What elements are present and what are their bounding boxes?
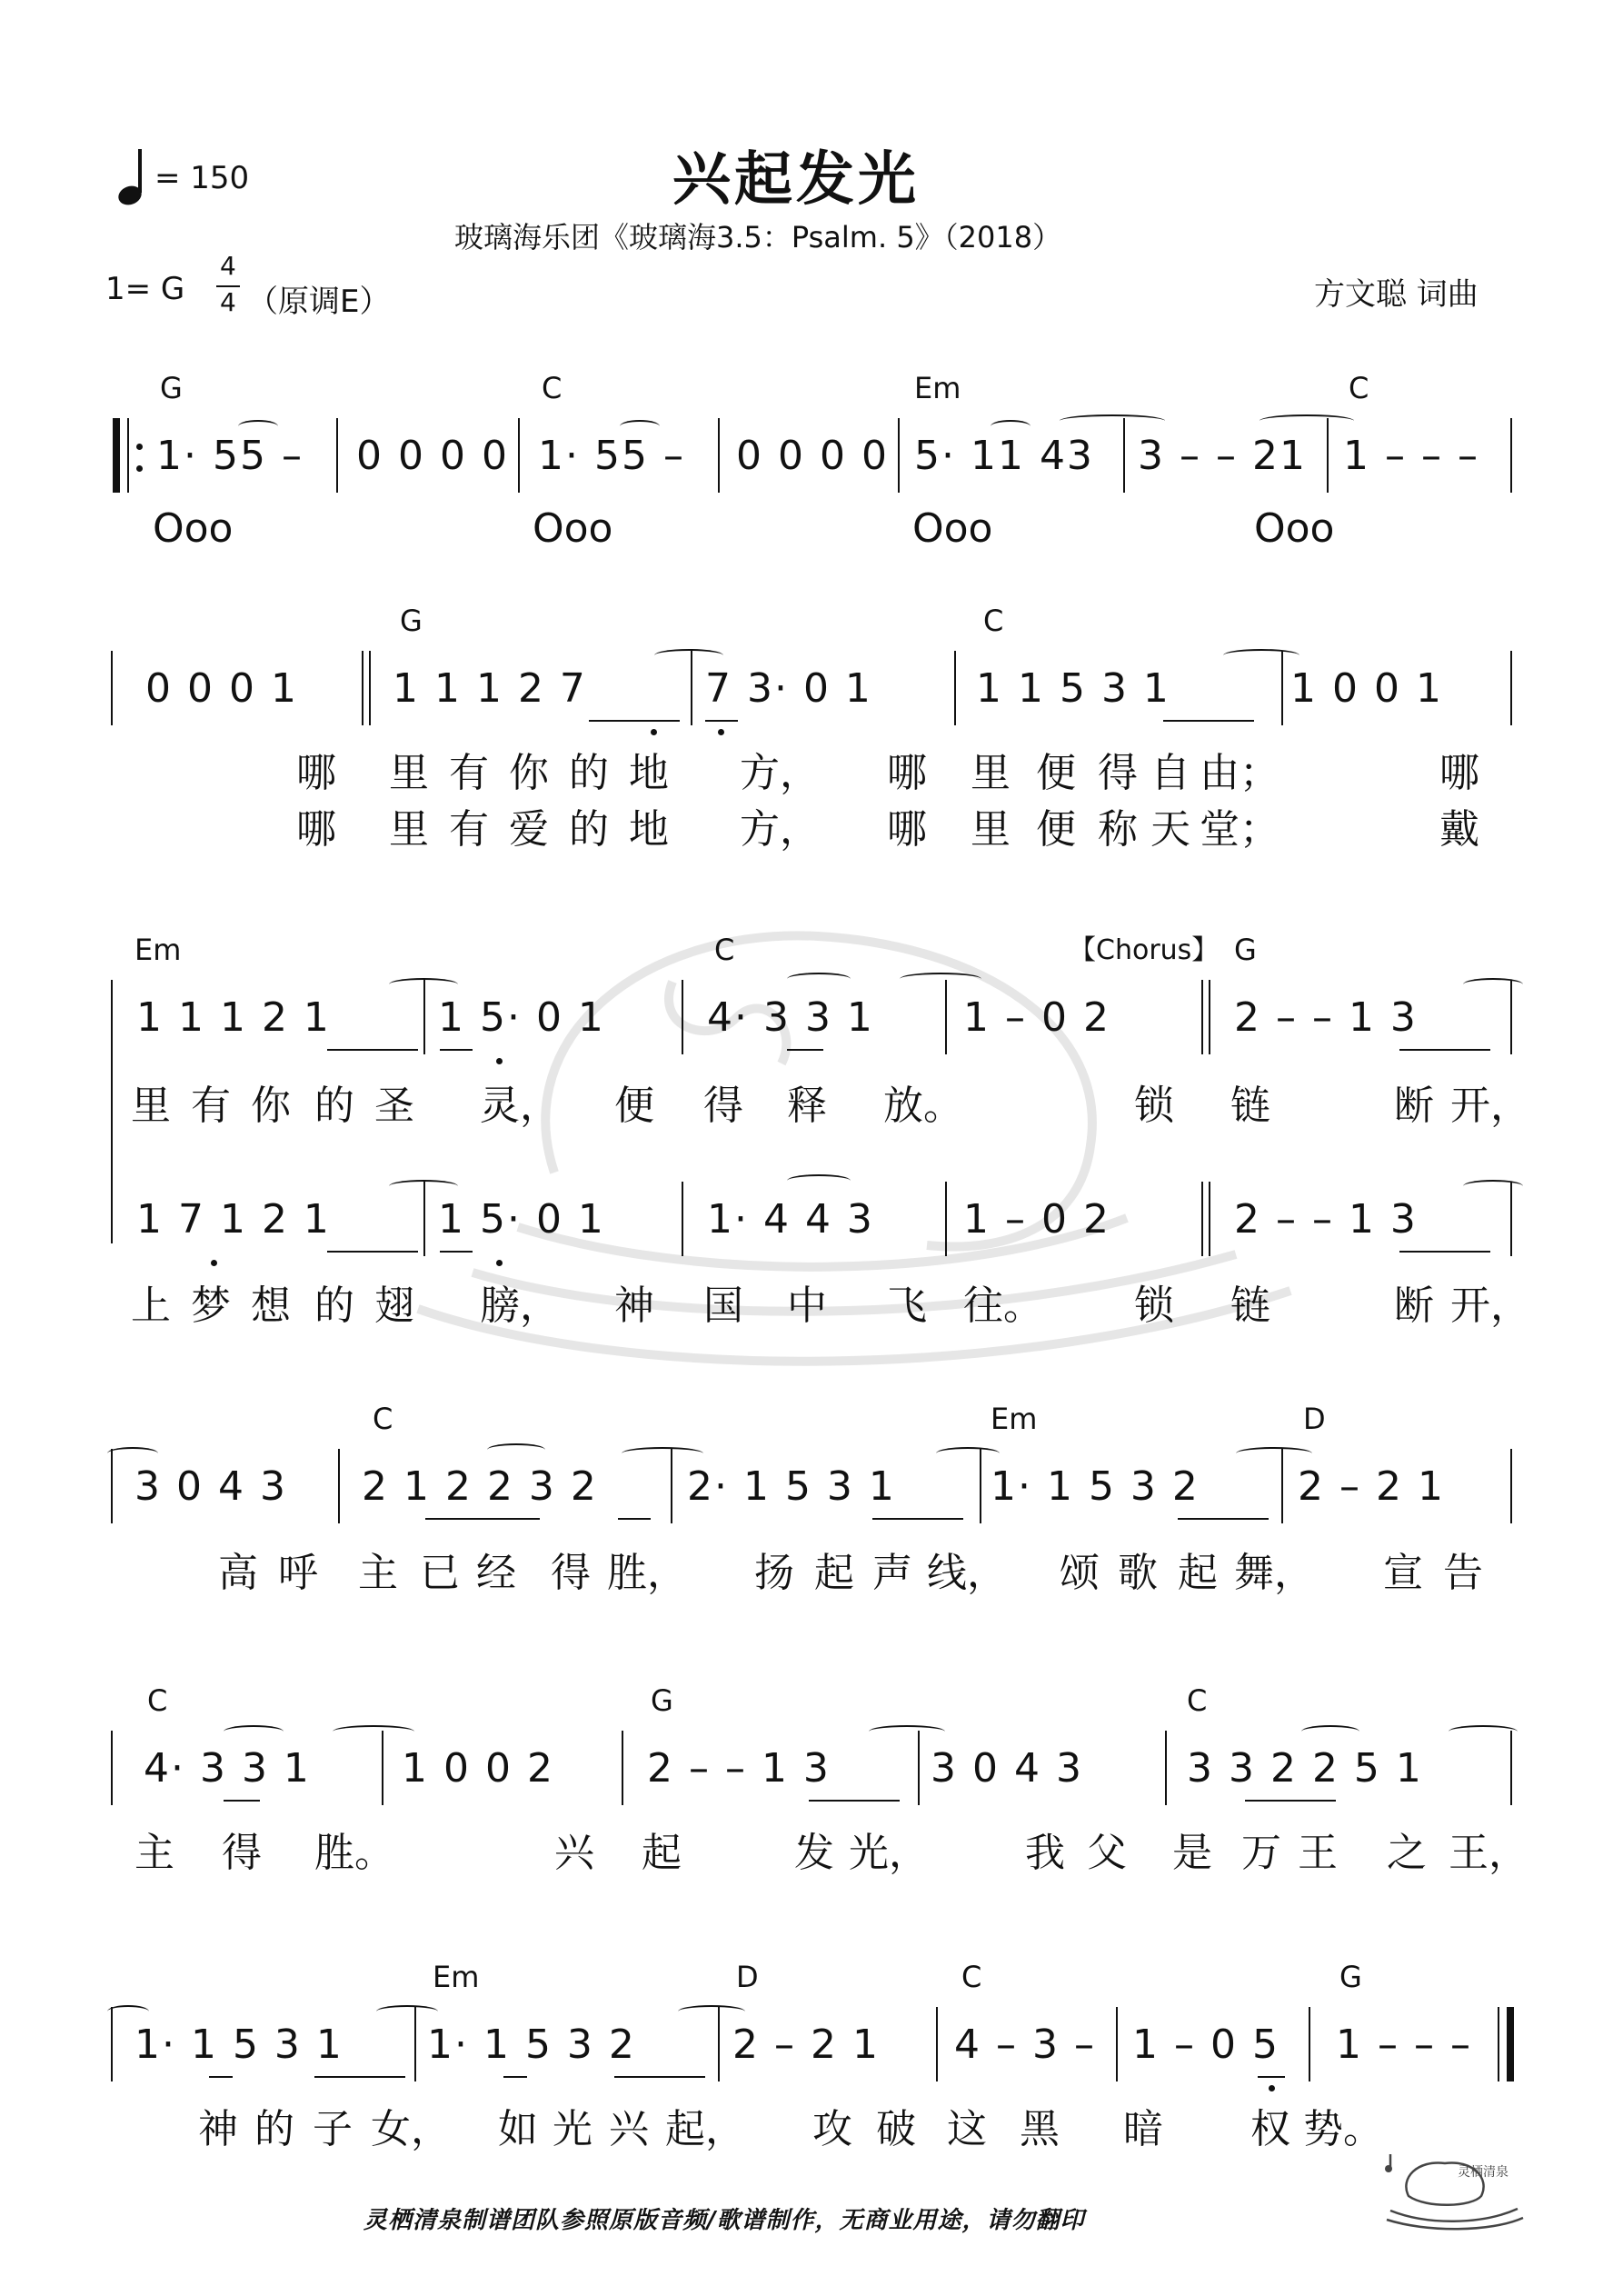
lyric: 哪 (887, 750, 927, 796)
tie (622, 1447, 703, 1460)
lyric: 里 (389, 806, 429, 853)
lyric: 称 (1098, 806, 1138, 853)
barline (718, 2007, 720, 2081)
barline (980, 1449, 981, 1523)
lyric: 颂 (1060, 1550, 1100, 1596)
lyric: 黑 (1020, 2106, 1060, 2152)
barline (682, 1182, 683, 1256)
key-signature: 1= G (105, 271, 185, 307)
measure-notes: 4 – 3 – (954, 2021, 1096, 2068)
original-key: （原调E） (247, 284, 391, 320)
underline-beam (209, 2076, 233, 2078)
lyric: 女， (371, 2106, 451, 2152)
lyric: 高 (218, 1550, 258, 1596)
chord: C (714, 933, 735, 967)
underline-beam (503, 2076, 527, 2078)
underline-beam (1399, 1049, 1490, 1051)
barline (1510, 651, 1512, 725)
measure-notes: 2· 1 5 3 1 (687, 1463, 896, 1510)
lyric: 往。 (963, 1283, 1043, 1329)
barline (1281, 1449, 1283, 1523)
lyric: 的 (254, 2106, 294, 2152)
chord: C (542, 371, 563, 405)
lyric: 圣 (374, 1083, 414, 1129)
barline (127, 418, 129, 493)
measure-notes: 7 3· 0 1 (705, 665, 872, 712)
sheep-logo-icon (1381, 2141, 1527, 2236)
barline (1498, 2007, 1499, 2081)
lyric: 告 (1443, 1550, 1483, 1596)
lyric: 胜， (607, 1550, 687, 1596)
barline (945, 980, 947, 1054)
chord: Em (991, 1402, 1038, 1436)
lyric: 的 (569, 806, 609, 853)
lyric: 得 (703, 1083, 743, 1129)
lyric: 里 (131, 1083, 171, 1129)
chord: C (1187, 1683, 1208, 1718)
chord: G (651, 1683, 673, 1718)
low-octave-dot (1269, 2085, 1275, 2091)
measure-notes: 1· 4 4 3 (707, 1196, 874, 1243)
lyric: 哪 (1439, 750, 1479, 796)
barline (1116, 2007, 1118, 2081)
slur (1301, 1725, 1359, 1738)
lyric: 光， (849, 1830, 929, 1876)
chord: C (961, 1960, 982, 1994)
measure-notes: 1 – – – (1343, 433, 1479, 479)
barline (691, 651, 692, 725)
lyric: Ooo (912, 505, 993, 552)
tie (376, 2005, 438, 2018)
underline-beam (224, 1800, 260, 1802)
lyric: 得 (222, 1830, 262, 1876)
barline (1123, 418, 1125, 493)
lyric: 神 (614, 1283, 654, 1329)
barline (671, 1449, 672, 1523)
measure-notes: 1· 55 – (538, 433, 685, 479)
barline (338, 1449, 340, 1523)
lyric: 光 (553, 2106, 592, 2152)
lyric: 开， (1450, 1283, 1530, 1329)
tie (1223, 649, 1299, 662)
measure-notes: 1· 55 – (156, 433, 304, 479)
underline-beam (1178, 1518, 1269, 1520)
lyric: 主 (134, 1830, 174, 1876)
lyric: 起 (642, 1830, 682, 1876)
measure-notes: 1 1 5 3 1 (976, 665, 1170, 712)
measure-notes: 1 1 1 2 7 (393, 665, 587, 712)
barline (1281, 651, 1283, 725)
barline (918, 1731, 920, 1805)
chord: Em (433, 1960, 480, 1994)
tie (900, 973, 981, 985)
lyric: 想 (251, 1283, 291, 1329)
slur (238, 420, 278, 433)
lyric: 飞 (887, 1283, 927, 1329)
chord: C (373, 1402, 393, 1436)
measure-notes: 4· 3 3 1 (144, 1745, 311, 1792)
measure-notes: 1· 1 5 3 2 (427, 2021, 636, 2068)
lyric: 有 (191, 1083, 231, 1129)
repeat-dot (136, 444, 143, 450)
underline-beam (872, 1518, 963, 1520)
barline (1510, 418, 1512, 493)
lyric: 起， (665, 2106, 745, 2152)
underline-beam (614, 2076, 705, 2078)
lyric: 胜。 (314, 1830, 394, 1876)
measure-notes: 3 0 4 3 (134, 1463, 287, 1510)
barline (111, 1449, 113, 1523)
measure-notes: 1· 1 5 3 2 (991, 1463, 1200, 1510)
lyric: 锁 (1134, 1283, 1174, 1329)
lyric: 之 (1387, 1830, 1427, 1876)
lyric: 便 (614, 1083, 654, 1129)
lyric: 子 (313, 2106, 353, 2152)
lyric: 上 (131, 1283, 171, 1329)
chord: C (147, 1683, 168, 1718)
barline (111, 1731, 113, 1805)
lyric: 哪 (296, 806, 336, 853)
tie (107, 2005, 149, 2018)
slur (1260, 414, 1354, 427)
section-label: 【Chorus】 (1069, 934, 1220, 966)
underline-beam (425, 1518, 540, 1520)
underline-beam (1258, 2076, 1285, 2078)
barline (1510, 1182, 1512, 1256)
underline-beam (589, 720, 680, 722)
chord: G (160, 371, 183, 405)
lyric: 已 (420, 1550, 460, 1596)
lyric: 堂； (1200, 806, 1279, 853)
lyric: 哪 (296, 750, 336, 796)
tempo-mark: = 150 (154, 160, 250, 196)
tie (678, 2005, 745, 2018)
lyric: 便 (1036, 806, 1076, 853)
lyric: 戴 (1439, 806, 1479, 853)
lyric: 锁 (1134, 1083, 1174, 1129)
measure-notes: 2 – – 1 3 (647, 1745, 831, 1792)
lyric: 断 (1394, 1083, 1434, 1129)
time-signature-bottom: 4 (220, 287, 236, 317)
chord: G (400, 604, 423, 638)
underline-beam (1163, 720, 1254, 722)
lyric: 扬 (754, 1550, 794, 1596)
measure-notes: 0 0 0 0 (736, 433, 889, 479)
lyric: 自 (1150, 750, 1190, 796)
low-octave-dot (718, 729, 724, 735)
lyric: 哪 (887, 806, 927, 853)
lyric: 梦 (191, 1283, 231, 1329)
underline-beam (327, 1049, 418, 1051)
lyric: 呼 (278, 1550, 318, 1596)
double-barline (362, 651, 371, 725)
measure-notes: 0 0 0 1 (145, 665, 298, 712)
time-signature-top: 4 (220, 251, 236, 281)
tie (389, 978, 458, 991)
lyric: 万 (1241, 1830, 1281, 1876)
chord: G (1234, 933, 1257, 967)
measure-notes: 1 0 0 2 (402, 1745, 554, 1792)
low-octave-dot (651, 729, 657, 735)
slur (620, 420, 660, 433)
measure-notes: 1 – 0 5 (1132, 2021, 1279, 2068)
barline (423, 980, 425, 1054)
barline (1510, 1731, 1512, 1805)
barline (718, 418, 720, 493)
barline (622, 1731, 623, 1805)
lyric: 有 (449, 750, 489, 796)
lyric: 链 (1230, 1083, 1270, 1129)
measure-notes: 2 1 2 2 3 2 (362, 1463, 598, 1510)
barline (414, 2007, 416, 2081)
lyric: 方， (740, 806, 820, 853)
lyric: 神 (198, 2106, 238, 2152)
barline (682, 980, 683, 1054)
lyric: 破 (876, 2106, 916, 2152)
tie (654, 649, 723, 662)
lyric: 膀， (480, 1283, 560, 1329)
lyric: 链 (1230, 1283, 1270, 1329)
lyric: 攻 (812, 2106, 852, 2152)
chord: G (1339, 1960, 1362, 1994)
slur (224, 1725, 284, 1738)
lyric: 灵， (480, 1083, 560, 1129)
double-barline (1201, 980, 1210, 1054)
slur (1060, 414, 1165, 427)
measure-notes: 1· 1 5 3 1 (134, 2021, 344, 2068)
lyric: 兴 (609, 2106, 649, 2152)
slur (787, 1174, 851, 1187)
measure-notes: 5· 11 43 (914, 433, 1094, 479)
lyric: 中 (787, 1283, 827, 1329)
barline (111, 980, 113, 1243)
lyric: 声 (872, 1550, 912, 1596)
lyric: 发 (794, 1830, 834, 1876)
measure-notes: 0 0 0 0 (356, 433, 509, 479)
barline (111, 651, 113, 725)
measure-notes: 1 0 0 1 (1290, 665, 1443, 712)
tie (1236, 1447, 1312, 1460)
chord: D (1303, 1402, 1326, 1436)
lyric: 开， (1450, 1083, 1530, 1129)
lyric: 里 (971, 750, 1011, 796)
underline-beam (327, 1251, 418, 1253)
lyric: 翅 (374, 1283, 414, 1329)
chord: Em (134, 933, 182, 967)
lyric: 得 (1098, 750, 1138, 796)
lyric: 这 (947, 2106, 987, 2152)
chord: D (736, 1960, 759, 1994)
underline-beam (618, 1518, 651, 1520)
lyric: 地 (629, 806, 669, 853)
repeat-start-barline (113, 418, 120, 493)
barline (111, 2007, 113, 2081)
lyric: 歌 (1118, 1550, 1158, 1596)
lyric: Ooo (533, 505, 613, 552)
measure-notes: 1 5· 0 1 (438, 994, 605, 1041)
lyric: 起 (814, 1550, 854, 1596)
lyric: 暗 (1123, 2106, 1163, 2152)
lyric: 舞， (1234, 1550, 1314, 1596)
quarter-note-icon (115, 145, 145, 213)
tie (1463, 978, 1523, 991)
author-credit: 方文聪 词曲 (1314, 276, 1479, 313)
low-octave-dot (211, 1260, 217, 1266)
lyric: 的 (314, 1283, 354, 1329)
barline (1165, 1731, 1167, 1805)
measure-notes: 1 – 0 2 (963, 994, 1110, 1041)
measure-notes: 2 – – 1 3 (1234, 1196, 1418, 1243)
low-octave-dot (496, 1058, 503, 1064)
lyric: 断 (1394, 1283, 1434, 1329)
page-title: 兴起发光 (672, 146, 920, 214)
slur (991, 420, 1031, 433)
tie (1449, 1725, 1518, 1738)
chord: Em (914, 371, 961, 405)
measure-notes: 2 – 2 1 (1298, 1463, 1445, 1510)
underline-beam (440, 1049, 473, 1051)
barline (898, 418, 900, 493)
measure-notes: 3 – – 21 (1138, 433, 1307, 479)
lyric: 起 (1178, 1550, 1218, 1596)
barline (1309, 2007, 1310, 2081)
lyric: 的 (314, 1083, 354, 1129)
lyric: 里 (389, 750, 429, 796)
double-barline (1201, 1182, 1210, 1256)
measure-notes: 3 3 2 2 5 1 (1187, 1745, 1423, 1792)
slur (787, 973, 851, 985)
lyric: 线， (927, 1550, 1007, 1596)
lyric: 宣 (1383, 1550, 1423, 1596)
measure-notes: 3 0 4 3 (931, 1745, 1083, 1792)
logo-text: 灵栖清泉 (1458, 2165, 1508, 2180)
lyric: 得 (551, 1550, 591, 1596)
lyric: 兴 (554, 1830, 594, 1876)
chord: C (1349, 371, 1369, 405)
repeat-dot (136, 465, 143, 472)
lyric: 爱 (509, 806, 549, 853)
barline (954, 651, 956, 725)
lyric: 权 (1250, 2106, 1290, 2152)
lyric: 国 (703, 1283, 743, 1329)
barline (382, 1731, 383, 1805)
measure-notes: 1 – 0 2 (963, 1196, 1110, 1243)
measure-notes: 2 – – 1 3 (1234, 994, 1418, 1041)
underline-beam (440, 1251, 473, 1253)
barline (423, 1182, 425, 1256)
tie (107, 1447, 158, 1460)
measure-notes: 1 5· 0 1 (438, 1196, 605, 1243)
underline-beam (1399, 1251, 1490, 1253)
lyric: 你 (251, 1083, 291, 1129)
lyric: 方， (740, 750, 820, 796)
lyric: 我 (1025, 1830, 1065, 1876)
tie (936, 1447, 1000, 1460)
barline (936, 2007, 938, 2081)
chord: C (983, 604, 1004, 638)
tie (1463, 1180, 1523, 1193)
lyric: 主 (358, 1550, 398, 1596)
barline (1510, 980, 1512, 1054)
slur (487, 1443, 545, 1456)
lyric: 如 (498, 2106, 538, 2152)
barline (336, 418, 338, 493)
barline (1327, 418, 1329, 493)
lyric: 由； (1200, 750, 1279, 796)
measure-notes: 1 – – – (1336, 2021, 1472, 2068)
lyric: 地 (629, 750, 669, 796)
lyric: 天 (1150, 806, 1190, 853)
tie (869, 1725, 945, 1738)
lyric: 释 (787, 1083, 827, 1129)
underline-beam (809, 1800, 900, 1802)
measure-notes: 2 – 2 1 (732, 2021, 880, 2068)
lyric: 势。 (1303, 2106, 1383, 2152)
barline (1510, 1449, 1512, 1523)
lyric: 王 (1298, 1830, 1338, 1876)
measure-notes: 4· 3 3 1 (707, 994, 874, 1041)
lyric: 经 (476, 1550, 516, 1596)
tie (389, 1180, 458, 1193)
lyric: Ooo (153, 505, 234, 552)
low-octave-dot (496, 1260, 503, 1266)
song-source: 玻璃海乐团《玻璃海3.5：Psalm. 5》（2018） (454, 220, 1062, 255)
lyric: 有 (449, 806, 489, 853)
lyric: 便 (1036, 750, 1076, 796)
final-barline (1507, 2007, 1514, 2081)
underline-beam (705, 720, 738, 722)
underline-beam (314, 2076, 405, 2078)
lyric: 是 (1172, 1830, 1212, 1876)
measure-notes: 1 1 1 2 1 (136, 994, 331, 1041)
copyright-notice: 灵栖清泉制谱团队参照原版音频/歌谱制作，无商业用途，请勿翻印 (363, 2207, 1085, 2234)
lyric: 父 (1087, 1830, 1127, 1876)
lyric: 里 (971, 806, 1011, 853)
barline (518, 418, 520, 493)
lyric: 王， (1449, 1830, 1528, 1876)
measure-notes: 1 7 1 2 1 (136, 1196, 331, 1243)
lyric: 放。 (883, 1083, 963, 1129)
tie (333, 1725, 414, 1738)
underline-beam (1245, 1800, 1336, 1802)
lyric: Ooo (1254, 505, 1335, 552)
lyric: 你 (509, 750, 549, 796)
underline-beam (787, 1049, 823, 1051)
barline (945, 1182, 947, 1256)
lyric: 的 (569, 750, 609, 796)
